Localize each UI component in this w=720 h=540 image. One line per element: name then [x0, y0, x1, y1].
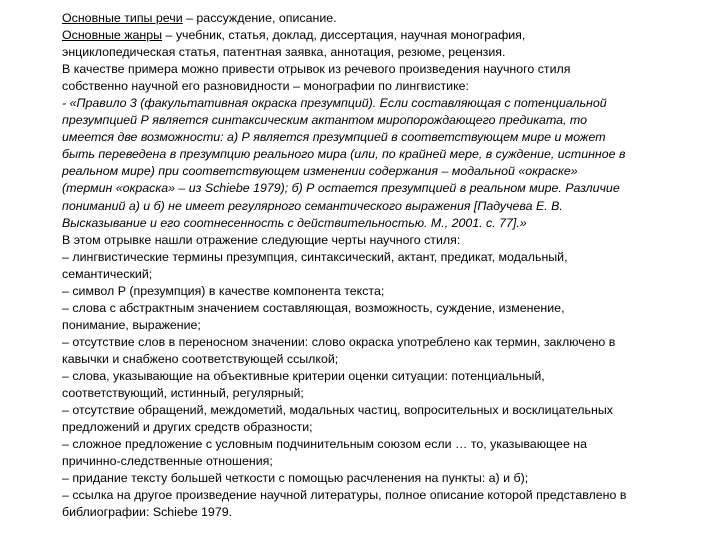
text-line: – символ Р (презумпция) в качестве компонента текста;: [62, 283, 385, 298]
speech-types-text: – рассуждение, описание.: [182, 11, 337, 25]
genres-heading: Основные жанры: [62, 28, 163, 43]
genres-line: [62, 27, 702, 44]
document-body: [62, 44, 702, 521]
text-line: энциклопедическая статья, патентная заявка, аннотация, резюме, рецензия.: [62, 45, 506, 60]
genres-text: – учебник, статья, доклад, диссертация, научная монография,: [162, 28, 526, 43]
text-line: – слова с абстрактным значением составляющая, возможность, суждение, изменение,: [62, 300, 565, 315]
text-line: – сложное предложение с условным подчинительным союзом если … то, указывающее на: [62, 437, 588, 452]
quote-line: - «Правило 3 (факультативная окраска презумпций). Если составляющая с потенциальной: [62, 96, 607, 111]
text-line: собственно научной его разновидности – монографии по лингвистике:: [62, 79, 469, 94]
text-line: – придание тексту большей четкости с помощью расчленения на пункты: а) и б);: [62, 471, 529, 486]
text-line: причинно-следственные отношения;: [62, 454, 273, 469]
text-line: – ссылка на другое произведение научной литературы, полное описание которой представлено в: [62, 488, 627, 503]
quote-line: реальном мире) при соответствующем изменении содержания – модальной «окраске»: [62, 164, 578, 179]
quote-line: быть переведена в презумпцию реального мира (или, по крайней мере, в суждение, истинное в: [62, 147, 626, 162]
quote-line: презумпцией Р является синтаксическим актантом миропорождающего предиката, то: [62, 113, 587, 128]
text-line: соответствующий, истинный, регулярный;: [62, 386, 304, 401]
text-line: – слова, указывающие на объективные критерии оценки ситуации: потенциальный,: [62, 368, 545, 383]
speech-types-line: [62, 10, 702, 27]
text-line: – отсутствие слов в переносном значении: слово окраска употреблено как термин, заключено в: [62, 334, 616, 349]
speech-types-heading: Основные типы речи: [62, 11, 183, 25]
text-line: В этом отрывке нашли отражение следующие черты научного стиля:: [62, 232, 461, 247]
quote-line: Высказывание и его соотнесенность с действительностью. М., 2001. с. 77].»: [62, 215, 527, 230]
text-line: В качестве примера можно привести отрывок из речевого произведения научного стиля: [62, 62, 571, 77]
text-line: семантический;: [62, 266, 153, 281]
text-line: – отсутствие обращений, междометий, модальных частиц, вопросительных и восклицательных: [62, 403, 613, 418]
text-line: библиографии: Schiebe 1979.: [62, 505, 233, 520]
text-line: предложений и других средств образности;: [62, 420, 313, 435]
text-line: кавычки и снабжено соответствующей ссылкой;: [62, 351, 339, 366]
text-line: – лингвистические термины презумпция, синтаксический, актант, предикат, модальный,: [62, 249, 568, 264]
document-page: [62, 10, 702, 521]
quote-line: (термин «окраска» – из Schiebe 1979); б) Р остается презумпцией в реальном мире. Различие: [62, 181, 620, 196]
quote-line: пониманий а) и б) не имеет регулярного семантического выражения [Падучева Е. В.: [62, 198, 563, 213]
quote-line: имеется две возможности: а) Р является презумпцией в соответствующем мире и может: [62, 130, 606, 145]
text-line: понимание, выражение;: [62, 317, 201, 332]
